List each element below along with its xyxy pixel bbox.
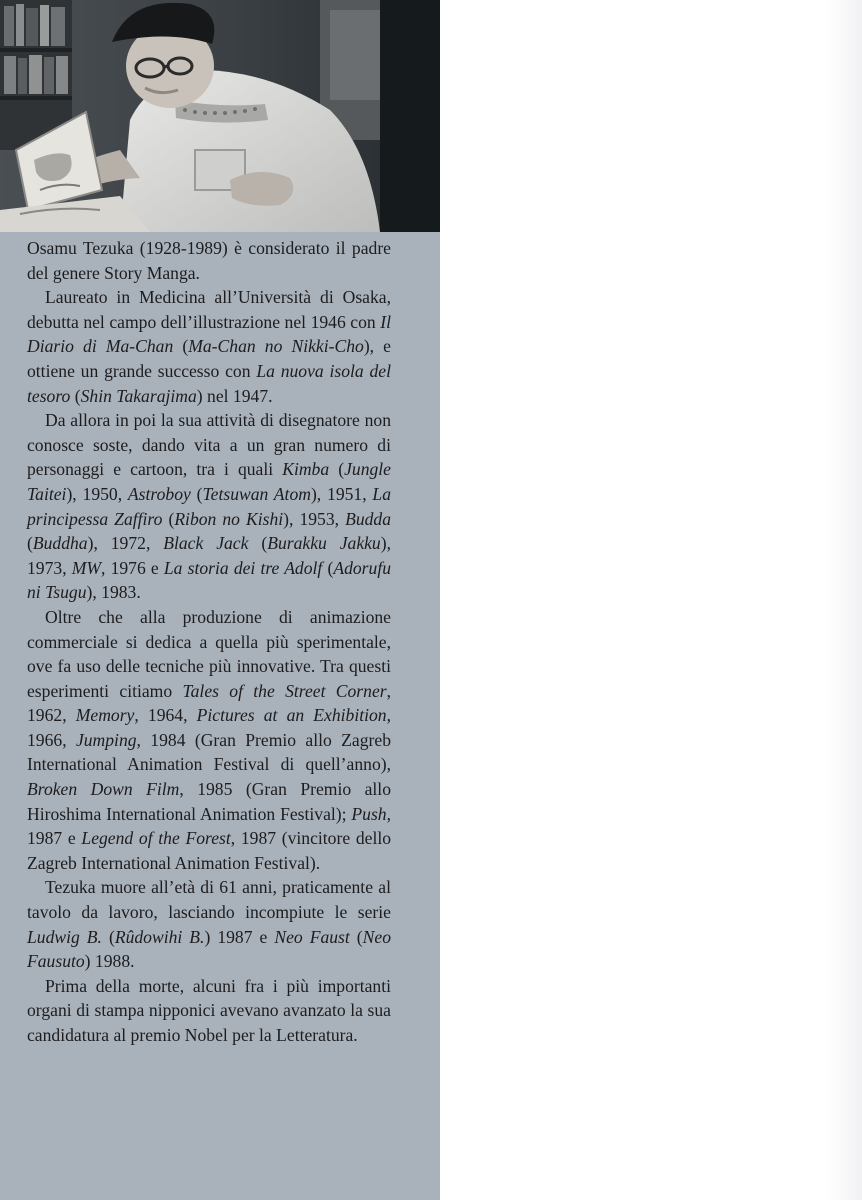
italic-title: Jungle Taitei	[27, 459, 391, 504]
italic-title: Broken Down Film	[27, 779, 180, 800]
bio-paragraph	[27, 408, 391, 605]
text-run: (	[173, 336, 189, 357]
text-run: (	[248, 533, 268, 554]
text-run: Tezuka muore all’età di 61 anni, praticamente al tavolo da lavoro, lasciando incompiute le serie	[27, 877, 391, 923]
italic-title: Tetsuwan Atom	[202, 483, 311, 504]
text-run: (	[70, 385, 81, 406]
text-run: ), 1951,	[310, 483, 373, 504]
text-run: ), e ottiene un grande successo con	[27, 336, 391, 381]
text-run: , 1985 (Gran Premio allo Hiroshima International Animation Festival);	[27, 779, 391, 824]
portrait-photo	[0, 0, 440, 232]
italic-title: Astroboy	[127, 483, 191, 504]
italic-title: La storia dei tre Adolf	[163, 557, 323, 578]
italic-title: Memory	[75, 705, 135, 726]
text-run: (	[101, 926, 115, 947]
italic-title: MW	[71, 557, 102, 578]
text-run: Da allora in poi la sua attività di disegnatore non conosce soste, dando vita a un gran numero di personaggi e cartoon, tra i quali	[27, 410, 391, 480]
italic-title: Budda	[345, 508, 392, 529]
text-run: , 1987 (vincitore dello Zagreb International Animation Festival).	[27, 828, 392, 873]
text-run: Oltre che alla produzione di animazione commerciale si dedica a quella più sperimentale, ove fa uso delle tecniche più innovative. Tra questi esperimenti citiamo	[27, 606, 391, 701]
text-run: , 1966,	[27, 705, 392, 750]
text-run: ), 1983.	[86, 582, 141, 603]
text-run: , 1964,	[134, 705, 197, 726]
italic-title: Ma-Chan no Nikki-Cho	[188, 336, 364, 357]
text-run: , 1987 e	[27, 803, 391, 849]
italic-title: Burakku Jakku	[267, 533, 381, 554]
portrait-photo-drawing	[0, 0, 440, 232]
italic-title: Neo Faust	[274, 926, 350, 947]
text-run: (	[27, 533, 33, 554]
italic-title: Jumping	[75, 729, 137, 750]
bio-paragraph	[27, 875, 391, 973]
italic-title: Push	[351, 803, 387, 824]
text-run: ), 1972,	[87, 533, 164, 554]
text-run: , 1962,	[27, 680, 392, 726]
italic-title: Rûdowihi B.	[114, 926, 205, 947]
text-run: (	[190, 483, 203, 504]
text-run: ), 1950,	[66, 483, 128, 504]
text-run: , 1984 (Gran Premio allo Zagreb International Animation Festival di quell’anno),	[27, 729, 391, 775]
text-run: ), 1973,	[27, 533, 391, 578]
text-run: ) nel 1947.	[196, 385, 273, 406]
italic-title: Black Jack	[163, 533, 249, 554]
italic-title: Neo Fausuto	[27, 926, 391, 972]
italic-title: Adorufu ni Tsugu	[27, 557, 391, 603]
italic-title: Tales of the Street Corner	[182, 680, 387, 701]
text-run: Osamu Tezuka (1928-1989) è considerato il padre del genere Story Manga.	[27, 238, 391, 283]
italic-title: Ribon no Kishi	[174, 508, 284, 529]
text-run: Laureato in Medicina all’Università di Osaka, debutta nel campo dell’illustrazione nel 1946 con	[27, 287, 391, 332]
text-run: (	[162, 508, 175, 529]
bio-paragraph	[27, 285, 391, 408]
italic-title: Il Diario di Ma-Chan	[27, 311, 391, 357]
text-run: (	[329, 459, 345, 480]
italic-title: Shin Takarajima	[80, 385, 197, 406]
text-run: (	[322, 557, 334, 578]
text-run: ) 1988.	[84, 951, 135, 972]
italic-title: Buddha	[32, 533, 88, 554]
italic-title: Ludwig B.	[27, 926, 102, 947]
bio-paragraph	[27, 974, 391, 1048]
italic-title: La nuova isola del tesoro	[27, 360, 392, 406]
italic-title: Pictures at an Exhibition	[196, 705, 387, 726]
bio-paragraph	[27, 236, 391, 285]
biography-text	[27, 236, 391, 1048]
page-edge	[826, 0, 862, 1200]
text-run: ) 1987 e	[204, 926, 275, 947]
italic-title: Kimba	[282, 459, 330, 480]
text-run: Prima della morte, alcuni fra i più importanti organi di stampa nipponici avevano avanzato la sua candidatura al premio Nobel per la Letteratura.	[27, 975, 391, 1045]
text-run: , 1976 e	[101, 557, 164, 578]
italic-title: Legend of the Forest	[81, 828, 231, 849]
text-run: (	[349, 926, 363, 947]
bio-paragraph	[27, 605, 391, 876]
italic-title: La principessa Zaffiro	[27, 483, 392, 529]
text-run: ), 1953,	[283, 508, 346, 529]
